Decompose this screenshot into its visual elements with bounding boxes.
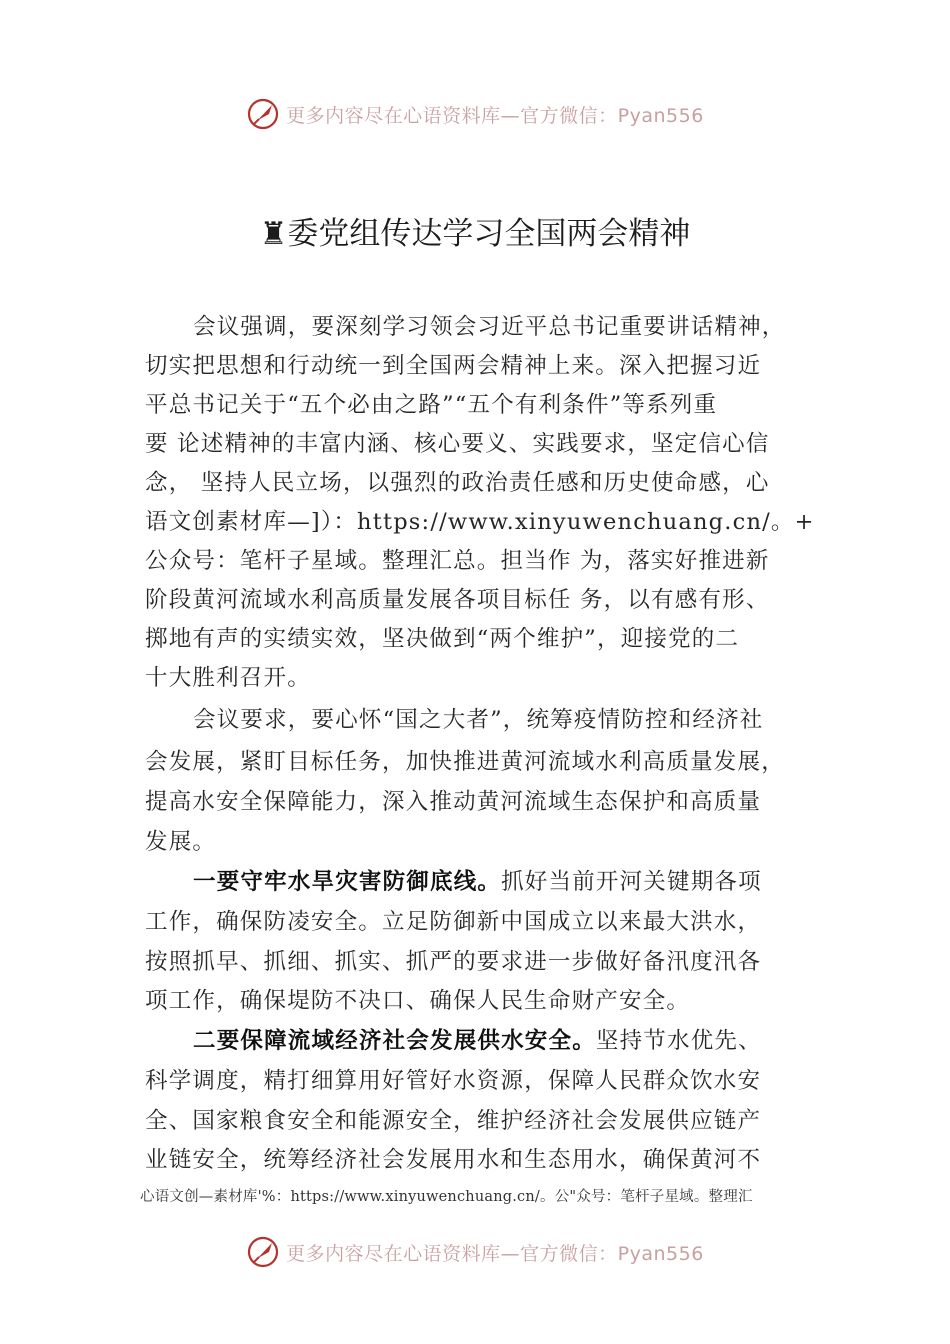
- section-one-heading: 一要守牢水旱灾害防御底线。: [193, 869, 502, 895]
- section-one-line: [193, 867, 762, 897]
- body-line: 念， 坚持人民立场，以强烈的政治责任感和历史使命感，心: [145, 470, 770, 496]
- quill-logo-icon: [246, 97, 280, 131]
- body-line: 切实把思想和行动统一到全国两会精神上来。深入把握习近: [145, 353, 762, 379]
- body-line: 全、国家粮食安全和能源安全，维护经济社会发展供应链产: [145, 1108, 762, 1134]
- section-two-line: [193, 1026, 762, 1056]
- body-line: 十大胜利召开。: [145, 665, 311, 691]
- body-line: 公众号：笔杆子星域。整理汇总。担当作 为，落实好推进新: [145, 548, 770, 574]
- header-banner-text: 更多内容尽在心语资料库—官方微信：Pyan556: [286, 104, 704, 127]
- body-line: 会发展，紧盯目标任务，加快推进黄河流域水利高质量发展，: [145, 749, 785, 775]
- section-two-heading: 二要保障流域经济社会发展供水安全。: [193, 1028, 596, 1054]
- body-line: 业链安全，统筹经济社会发展用水和生态用水，确保黄河不: [145, 1147, 762, 1173]
- body-line: 语文创素材库—]）：https://www.xinyuwenchuang.cn/。+: [145, 509, 815, 535]
- body-line: 提高水安全保障能力，深入推动黄河流域生态保护和高质量: [145, 789, 762, 815]
- body-line: 按照抓早、抓细、抓实、抓严的要求进一步做好备汛度汛各: [145, 949, 762, 975]
- quill-logo-icon: [246, 1235, 280, 1269]
- body-line: 项工作，确保堤防不决口、确保人民生命财产安全。: [145, 988, 691, 1014]
- header-banner: [0, 94, 950, 134]
- body-line: 平总书记关于“五个必由之路”“五个有利条件”等系列重: [145, 392, 718, 418]
- body-line: 要 论述精神的丰富内涵、核心要义、实践要求，坚定信心信: [145, 431, 770, 457]
- body-line: 工作，确保防凌安全。立足防御新中国成立以来最大洪水，: [145, 909, 762, 935]
- footer-note: 心语文创—素材库'%：https://www.xinyuwenchuang.cn/。公"众号：笔杆子星域。整理汇: [140, 1189, 753, 1205]
- footer-banner-text: 更多内容尽在心语资料库—官方微信：Pyan556: [286, 1242, 704, 1265]
- footer-banner: [0, 1232, 950, 1272]
- body-line: 会议要求，要心怀“国之大者”，统筹疫情防控和经济社: [193, 707, 764, 733]
- body-line: 阶段黄河流域水利高质量发展各项目标任 务，以有感有形、: [145, 587, 770, 613]
- body-line: 科学调度，精打细算用好管好水资源，保障人民群众饮水安: [145, 1068, 762, 1094]
- section-two-text: 坚持节水优先、: [595, 1028, 762, 1054]
- section-one-text: 抓好当前开河关键期各项: [501, 869, 762, 895]
- body-line: 发展。: [145, 829, 217, 855]
- page-title: ♜委党组传达学习全国两会精神: [259, 216, 691, 252]
- body-line: 会议强调，要深刻学习领会习近平总书记重要讲话精神，: [193, 314, 786, 340]
- body-line: 掷地有声的实绩实效，坚决做到“两个维护”，迎接党的二: [145, 626, 740, 652]
